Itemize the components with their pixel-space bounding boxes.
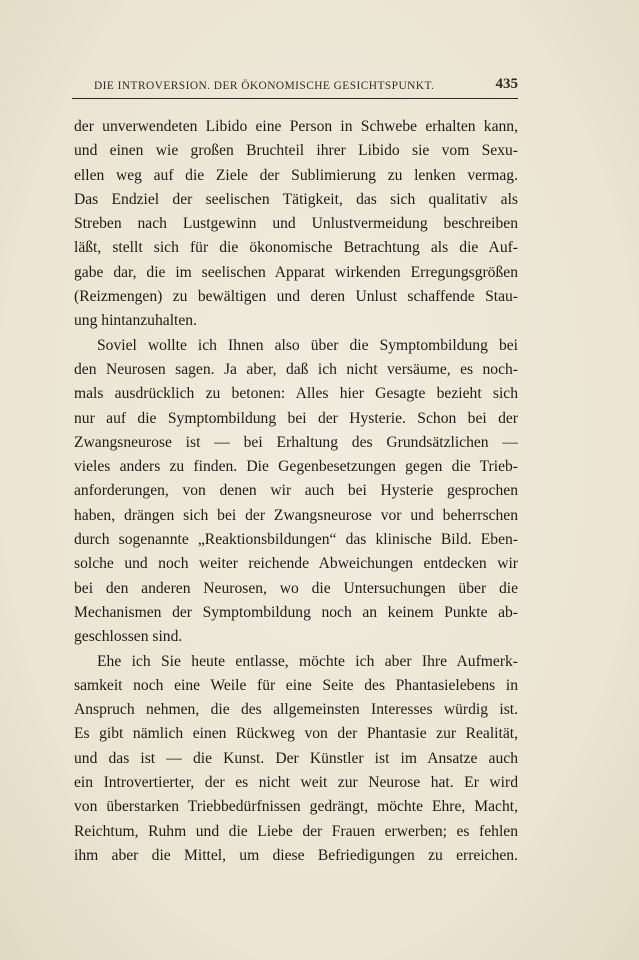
text-line: Mechanismen der Symptombildung noch an keinem Punkte ab- (74, 603, 518, 621)
text-line: und das ist — die Kunst. Der Künstler ist im Ansatze auch (74, 749, 518, 767)
text-line: von überstarken Triebbedürfnissen gedrängt, möchte Ehre, Macht, (74, 798, 518, 816)
text-line: bei den anderen Neurosen, wo die Untersuchungen über die (74, 579, 518, 597)
text-line: Es gibt nämlich einen Rückweg von der Phantasie zur Realität, (74, 725, 518, 743)
text-line: mals ausdrücklich zu betonen: Alles hier Gesagte bezieht sich (74, 385, 518, 403)
text-line: Das Endziel der seelischen Tätigkeit, das sich qualitativ als (74, 190, 518, 208)
text-line: ung hintanzuhalten. (74, 312, 197, 330)
text-line: solche und noch weiter reichende Abweichungen entdecken wir (74, 555, 518, 573)
text-line: vieles anders zu finden. Die Gegenbesetzungen gegen die Trieb- (74, 458, 518, 476)
text-line: samkeit noch eine Weile für eine Seite des Phantasielebens in (74, 676, 518, 694)
text-line: Reichtum, Ruhm und die Liebe der Frauen erwerben; es fehlen (74, 822, 518, 840)
text-line: nur auf die Symptombildung bei der Hysterie. Schon bei der (74, 409, 518, 427)
text-line: Zwangsneurose ist — bei Erhaltung des Grundsätzlichen — (74, 433, 518, 451)
text-line: der unverwendeten Libido eine Person in Schwebe erhalten kann, (74, 118, 518, 135)
text-line: gabe dar, die im seelischen Apparat wirkenden Erregungsgrößen (74, 263, 518, 281)
text-line: Anspruch nehmen, die des allgemeinsten Interesses würdig ist. (74, 701, 518, 719)
text-line: den Neurosen sagen. Ja aber, daß ich nicht versäume, es noch- (74, 360, 518, 378)
text-line: ellen weg auf die Ziele der Sublimierung zu lenken vermag. (74, 166, 518, 184)
text-line: durch sogenannte „Reaktionsbildungen“ das klinische Bild. Eben- (74, 531, 518, 549)
body-text (74, 115, 518, 868)
text-line: (Reizmengen) zu bewältigen und deren Unlust schaffende Stau- (74, 288, 518, 306)
text-line: ein Introvertierter, der es nicht weit zur Neurose hat. Er wird (74, 774, 518, 792)
text-line: Soviel wollte ich Ihnen also über die Symptombildung bei (97, 336, 518, 354)
header-rule (72, 98, 518, 99)
text-line: geschlossen sind. (74, 628, 183, 646)
text-line: ihm aber die Mittel, um diese Befriedigungen zu erreichen. (74, 846, 518, 864)
text-line: haben, drängen sich bei der Zwangsneurose vor und beherrschen (74, 506, 518, 524)
text-line: und einen wie großen Bruchteil ihrer Libido sie vom Sexu- (74, 142, 518, 160)
running-title: DIE INTROVERSION. DER ÖKONOMISCHE GESICHTSPUNKT. (94, 80, 435, 92)
page-number: 435 (495, 76, 518, 92)
text-line: Streben nach Lustgewinn und Unlustvermeidung beschreiben (74, 215, 518, 233)
text-line: anforderungen, von denen wir auch bei Hysterie gesprochen (74, 482, 518, 500)
text-line: Ehe ich Sie heute entlasse, möchte ich aber Ihre Aufmerk- (97, 652, 518, 670)
text-line: läßt, stellt sich für die ökonomische Betrachtung als die Auf- (74, 239, 518, 257)
running-head (74, 74, 518, 96)
